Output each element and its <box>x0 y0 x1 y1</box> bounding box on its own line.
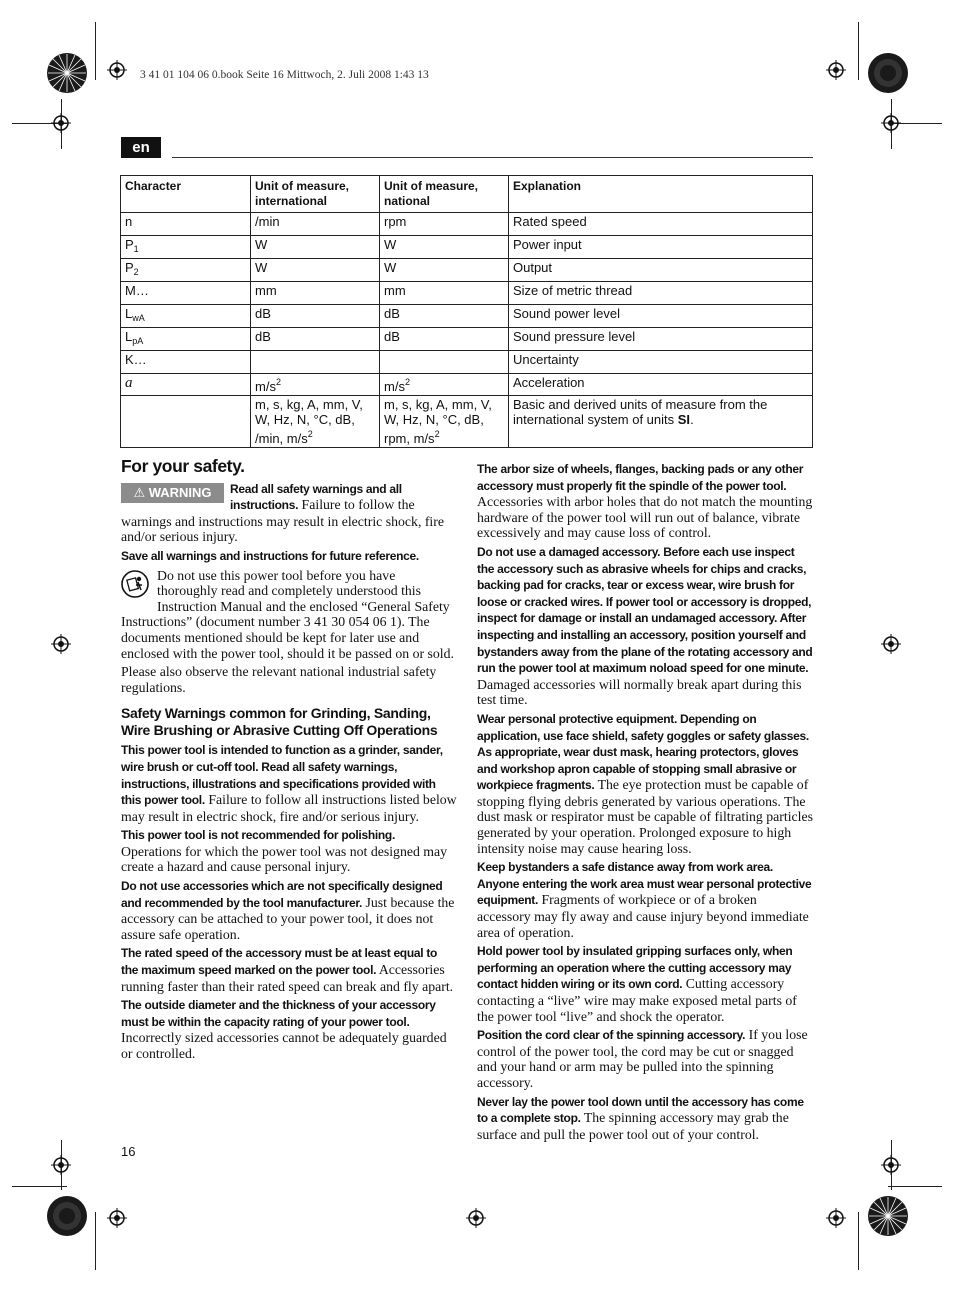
table-body <box>121 213 813 448</box>
color-target-icon <box>867 1195 909 1237</box>
character-symbol: n <box>125 214 133 229</box>
table-cell-international: mm <box>251 282 380 305</box>
registration-mark-icon <box>51 634 71 654</box>
character-subscript: wA <box>132 313 145 323</box>
registration-mark-icon <box>107 1208 127 1228</box>
table-cell-international: dB <box>251 328 380 351</box>
registration-mark-icon <box>826 1208 846 1228</box>
table-row <box>121 328 813 351</box>
section-title: For your safety. <box>121 456 245 476</box>
unit-list: m, s, kg, A, mm, V, W, Hz, N, °C, dB, /min, m/s <box>255 397 363 446</box>
table-cell-national: dB <box>380 328 509 351</box>
body-text: Cutting accessory contacting a “live” wire may make exposed metal parts of the power tool “live” and shock the operator. <box>477 976 797 1024</box>
paragraph <box>477 711 813 856</box>
table-cell-explanation: Output <box>509 259 813 282</box>
table-cell-character <box>121 305 251 328</box>
superscript: 2 <box>307 429 313 439</box>
table-cell-character <box>121 328 251 351</box>
table-cell-national: dB <box>380 305 509 328</box>
unit-text: m/s <box>255 379 276 394</box>
registration-mark-icon <box>466 1208 486 1228</box>
paragraph <box>121 548 457 565</box>
table-cell-international: dB <box>251 305 380 328</box>
bold-lead: Position the cord clear of the spinning accessory. <box>477 1028 746 1043</box>
paragraph <box>121 997 457 1061</box>
page-number: 16 <box>121 1144 136 1159</box>
body-text: Incorrectly sized accessories cannot be adequately guarded or controlled. <box>121 1030 447 1061</box>
table-cell-international <box>251 351 380 374</box>
body-text: The eye protection must be capable of stopping flying debris generated by various operations. The dust mask or respirator must be capable of filtrating particles generated by your operation. Prolonged exposure to high intensity noise may cause hearing loss. <box>477 777 814 856</box>
bold-lead: Do not use accessories which are not specifically designed and recommended by the tool manufacturer. <box>121 879 443 910</box>
explanation-text: Basic and derived units of measure from the international system of units <box>513 397 768 427</box>
table-row <box>121 396 813 448</box>
bold-lead: Wear personal protective equipment. Depending on application, use face shield, safety goggles or safety glasses. As appropriate, wear dust mask, hearing protectors, gloves and workshop apron capable of stopping small abrasive or workpiece fragments. <box>477 711 809 793</box>
registration-mark-icon <box>826 60 846 80</box>
explanation-end: . <box>690 412 694 427</box>
table-cell-character <box>121 213 251 236</box>
book-info-header: 3 41 01 104 06 0.book Seite 16 Mittwoch, 2. Juli 2008 1:43 13 <box>140 69 429 81</box>
registration-mark-icon <box>881 113 901 133</box>
bold-lead: The outside diameter and the thickness of your accessory must be within the capacity rating of your power tool. <box>121 998 436 1029</box>
right-column <box>477 461 813 1145</box>
character-symbol: a <box>125 375 133 391</box>
unit-list: m, s, kg, A, mm, V, W, Hz, N, °C, dB, rpm, m/s <box>384 397 492 446</box>
body-text: The spinning accessory may grab the surface and pull the power tool out of your control. <box>477 1110 789 1142</box>
table-cell-character <box>121 374 251 396</box>
paragraph <box>121 664 457 695</box>
bold-lead: Do not use a damaged accessory. Before each use inspect the accessory such as abrasive wheels for chips and cracks, backing pad for cracks, tear or excess wear, wire brush for loose or cracked wires. If power tool or accessory is dropped, inspect for damage or install an undamaged accessory. After inspecting and installing an accessory, position yourself and bystanders away from the plane of the rotating accessory and run the power tool at maximum noload speed for one minute. <box>477 544 813 676</box>
body-text: Damaged accessories will normally break apart during this test time. <box>477 676 802 708</box>
character-symbol: K… <box>125 352 147 367</box>
registration-mark-icon <box>51 113 71 133</box>
table-cell-character <box>121 236 251 259</box>
color-target-icon <box>46 1195 88 1237</box>
registration-mark-icon <box>51 1155 71 1175</box>
paragraph <box>121 945 457 994</box>
bold-lead: The rated speed of the accessory must be at least equal to the maximum speed marked on the power tool. <box>121 946 438 978</box>
table-cell-character <box>121 259 251 282</box>
column-header: Unit of measure, international <box>251 176 380 213</box>
table-row <box>121 374 813 396</box>
bold-lead: The arbor size of wheels, flanges, backing pads or any other accessory must properly fit the spindle of the power tool. <box>477 462 804 493</box>
table-cell-character <box>121 351 251 374</box>
body-text: Please also observe the relevant national industrial safety regulations. <box>121 664 437 695</box>
superscript: 2 <box>434 429 440 439</box>
table-cell-explanation: Power input <box>509 236 813 259</box>
bold-lead: Read all safety warnings and all instructions. <box>230 481 402 513</box>
table-header-row <box>121 176 813 213</box>
table-row <box>121 213 813 236</box>
table-cell-explanation: Acceleration <box>509 374 813 396</box>
table-cell-international: /min <box>251 213 380 236</box>
bold-lead: Hold power tool by insulated gripping surfaces only, when performing an operation where the cutting accessory may contact hidden wiring or its own cord. <box>477 944 793 992</box>
character-symbol: L <box>125 329 133 344</box>
paragraph <box>477 1027 813 1090</box>
table-row <box>121 351 813 374</box>
bold-lead: Save all warnings and instructions for future reference. <box>121 548 419 563</box>
body-text: Do not use this power tool before you have thoroughly read and completely understood this Instruction Manual and the enclosed “General Safety Instructions” (document number 3 41 30 054 06 1). The documents mentioned should be kept for later use and enclosed with the power tool, should it be passed on or sold. <box>121 567 454 661</box>
column-header: Character <box>121 176 251 213</box>
table-cell-character <box>121 282 251 305</box>
warning-badge <box>121 483 224 503</box>
column-header: Explanation <box>509 176 813 213</box>
registration-mark-icon <box>107 60 127 80</box>
table-cell-international: W <box>251 236 380 259</box>
table-cell-explanation: Sound pressure level <box>509 328 813 351</box>
read-manual-icon <box>121 570 149 598</box>
character-symbol: M… <box>125 283 149 298</box>
table-cell-explanation: Uncertainty <box>509 351 813 374</box>
paragraph <box>477 859 813 940</box>
table-cell-national <box>380 351 509 374</box>
left-column <box>121 456 457 1065</box>
paragraph <box>477 544 813 708</box>
unit-text: m/s <box>384 379 405 394</box>
paragraph <box>121 742 457 824</box>
color-target-icon <box>867 52 909 94</box>
bold-lead: Never lay the power tool down until the accessory has come to a complete stop. <box>477 1094 804 1126</box>
table-row <box>121 282 813 305</box>
table-cell-national: W <box>380 236 509 259</box>
body-text: Accessories with arbor holes that do not match the mounting hardware of the power tool will run out of balance, vibrate excessively and may cause loss of control. <box>477 494 813 541</box>
bold-lead: Keep bystanders a safe distance away from work area. Anyone entering the work area must wear personal protective equipment. <box>477 860 812 908</box>
paragraph <box>121 878 457 942</box>
bold-lead: This power tool is not recommended for polishing. <box>121 828 395 843</box>
paragraph <box>477 461 813 541</box>
character-subscript: pA <box>132 336 144 346</box>
explanation-bold: SI <box>677 412 691 427</box>
body-text: If you lose control of the power tool, the cord may be cut or snagged and your hand or arm may be pulled into the spinning accessory. <box>477 1027 808 1090</box>
body-text: Operations for which the power tool was not designed may create a hazard and cause personal injury. <box>121 843 448 875</box>
table-cell-national <box>380 396 509 448</box>
table-cell-explanation: Sound power level <box>509 305 813 328</box>
character-symbol: P <box>125 260 134 275</box>
table-cell-explanation: Rated speed <box>509 213 813 236</box>
warning-badge-label: WARNING <box>148 484 212 500</box>
body-text: Just because the accessory can be attached to your power tool, it does not assure safe operation. <box>121 894 455 942</box>
language-badge: en <box>121 137 161 158</box>
table-cell-national: mm <box>380 282 509 305</box>
units-table <box>120 175 813 448</box>
paragraph <box>121 827 457 875</box>
subsection-title: Safety Warnings common for Grinding, Sanding, Wire Brushing or Abrasive Cutting Off Operations <box>121 705 438 739</box>
body-text: Fragments of workpiece or of a broken accessory may fly away and cause injury beyond immediate area of operation. <box>477 892 809 940</box>
paragraph <box>121 568 457 662</box>
table-cell-character <box>121 396 251 448</box>
warning-triangle-icon: ⚠ <box>133 484 146 500</box>
table-cell-explanation: Size of metric thread <box>509 282 813 305</box>
body-text: Failure to follow all instructions listed below may result in electric shock, fire and/or serious injury. <box>121 792 457 824</box>
character-symbol: P <box>125 237 134 252</box>
table-cell-national: W <box>380 259 509 282</box>
table-cell-explanation <box>509 396 813 448</box>
registration-mark-icon <box>881 1155 901 1175</box>
table-row <box>121 259 813 282</box>
superscript: 2 <box>404 377 410 387</box>
table-cell-international: W <box>251 259 380 282</box>
character-subscript: 2 <box>133 267 139 277</box>
header-rule <box>172 157 813 158</box>
table-cell-national <box>380 374 509 396</box>
table-row <box>121 236 813 259</box>
table-cell-international <box>251 374 380 396</box>
bold-lead: This power tool is intended to function as a grinder, sander, wire brush or cut-off tool. Read all safety warnings, instructions, illustrations and specifications provided with this power tool. <box>121 743 443 808</box>
color-target-icon <box>46 52 88 94</box>
character-subscript: 1 <box>133 244 139 254</box>
table-row <box>121 305 813 328</box>
body-text: Accessories running faster than their rated speed can break and fly apart. <box>121 962 454 994</box>
superscript: 2 <box>275 377 281 387</box>
body-text: Failure to follow the warnings and instructions may result in electric shock, fire and/or serious injury. <box>121 497 444 545</box>
registration-mark-icon <box>881 634 901 654</box>
table-cell-national: rpm <box>380 213 509 236</box>
character-symbol: L <box>125 306 133 321</box>
column-header: Unit of measure, national <box>380 176 509 213</box>
paragraph <box>121 481 457 545</box>
table-cell-international <box>251 396 380 448</box>
paragraph <box>477 1094 813 1143</box>
paragraph <box>477 943 813 1024</box>
